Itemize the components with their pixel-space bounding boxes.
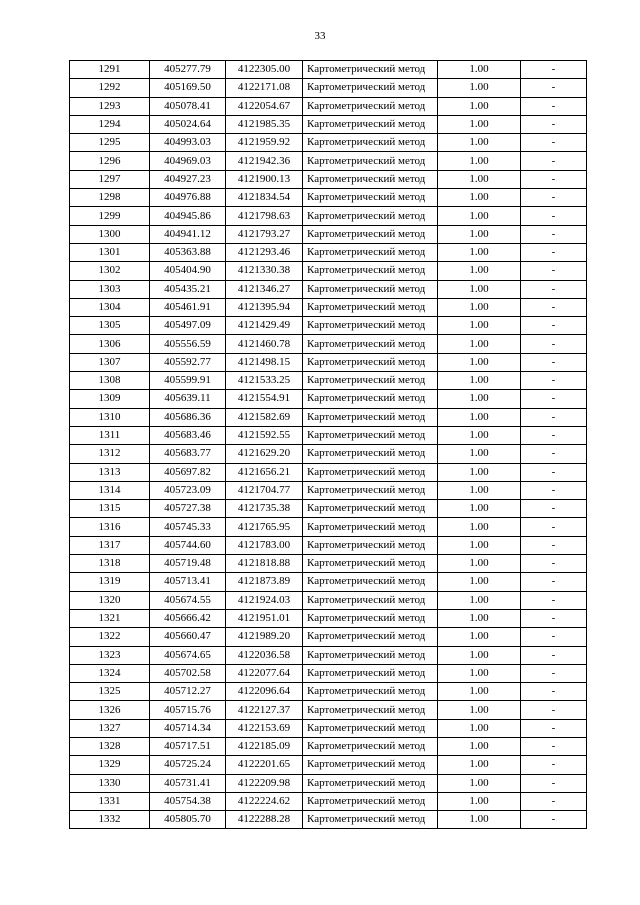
method-cell: Картометрический метод [303, 774, 438, 792]
x-coordinate-cell: 405277.79 [150, 61, 226, 79]
point-number-cell: 1328 [70, 737, 150, 755]
y-coordinate-cell: 4121985.35 [226, 115, 303, 133]
table-row [70, 262, 587, 280]
point-number-cell: 1311 [70, 426, 150, 444]
accuracy-cell: 1.00 [438, 555, 521, 573]
table-row [70, 591, 587, 609]
table-row [70, 628, 587, 646]
table-row [70, 115, 587, 133]
accuracy-cell: 1.00 [438, 646, 521, 664]
note-cell: - [521, 390, 587, 408]
point-number-cell: 1310 [70, 408, 150, 426]
y-coordinate-cell: 4121460.78 [226, 335, 303, 353]
method-cell: Картометрический метод [303, 280, 438, 298]
y-coordinate-cell: 4121900.13 [226, 170, 303, 188]
accuracy-cell: 1.00 [438, 152, 521, 170]
x-coordinate-cell: 405715.76 [150, 701, 226, 719]
y-coordinate-cell: 4121942.36 [226, 152, 303, 170]
point-number-cell: 1293 [70, 97, 150, 115]
method-cell: Картометрический метод [303, 628, 438, 646]
y-coordinate-cell: 4122224.62 [226, 792, 303, 810]
accuracy-cell: 1.00 [438, 701, 521, 719]
x-coordinate-cell: 405404.90 [150, 262, 226, 280]
accuracy-cell: 1.00 [438, 298, 521, 316]
note-cell: - [521, 628, 587, 646]
method-cell: Картометрический метод [303, 701, 438, 719]
y-coordinate-cell: 4121429.49 [226, 317, 303, 335]
method-cell: Картометрический метод [303, 225, 438, 243]
point-number-cell: 1292 [70, 79, 150, 97]
x-coordinate-cell: 405666.42 [150, 609, 226, 627]
table-row [70, 701, 587, 719]
accuracy-cell: 1.00 [438, 591, 521, 609]
table-row [70, 79, 587, 97]
table-row [70, 664, 587, 682]
table-row [70, 390, 587, 408]
x-coordinate-cell: 405702.58 [150, 664, 226, 682]
note-cell: - [521, 243, 587, 261]
method-cell: Картометрический метод [303, 335, 438, 353]
x-coordinate-cell: 405599.91 [150, 372, 226, 390]
table-row [70, 353, 587, 371]
accuracy-cell: 1.00 [438, 79, 521, 97]
method-cell: Картометрический метод [303, 97, 438, 115]
method-cell: Картометрический метод [303, 262, 438, 280]
note-cell: - [521, 408, 587, 426]
x-coordinate-cell: 404941.12 [150, 225, 226, 243]
table-row [70, 298, 587, 316]
y-coordinate-cell: 4121951.01 [226, 609, 303, 627]
note-cell: - [521, 555, 587, 573]
x-coordinate-cell: 405712.27 [150, 683, 226, 701]
y-coordinate-cell: 4122054.67 [226, 97, 303, 115]
accuracy-cell: 1.00 [438, 481, 521, 499]
point-number-cell: 1299 [70, 207, 150, 225]
accuracy-cell: 1.00 [438, 280, 521, 298]
point-number-cell: 1314 [70, 481, 150, 499]
x-coordinate-cell: 404993.03 [150, 134, 226, 152]
x-coordinate-cell: 405078.41 [150, 97, 226, 115]
x-coordinate-cell: 404945.86 [150, 207, 226, 225]
method-cell: Картометрический метод [303, 811, 438, 829]
page-number: 33 [314, 30, 326, 42]
method-cell: Картометрический метод [303, 61, 438, 79]
table-row [70, 225, 587, 243]
y-coordinate-cell: 4121293.46 [226, 243, 303, 261]
x-coordinate-cell: 405725.24 [150, 756, 226, 774]
method-cell: Картометрический метод [303, 792, 438, 810]
note-cell: - [521, 262, 587, 280]
y-coordinate-cell: 4121818.88 [226, 555, 303, 573]
accuracy-cell: 1.00 [438, 719, 521, 737]
x-coordinate-cell: 405639.11 [150, 390, 226, 408]
table-row [70, 737, 587, 755]
table-row [70, 207, 587, 225]
note-cell: - [521, 79, 587, 97]
method-cell: Картометрический метод [303, 555, 438, 573]
method-cell: Картометрический метод [303, 445, 438, 463]
point-number-cell: 1309 [70, 390, 150, 408]
y-coordinate-cell: 4121989.20 [226, 628, 303, 646]
y-coordinate-cell: 4122036.58 [226, 646, 303, 664]
y-coordinate-cell: 4122185.09 [226, 737, 303, 755]
point-number-cell: 1323 [70, 646, 150, 664]
y-coordinate-cell: 4121656.21 [226, 463, 303, 481]
point-number-cell: 1306 [70, 335, 150, 353]
table-row [70, 481, 587, 499]
accuracy-cell: 1.00 [438, 115, 521, 133]
accuracy-cell: 1.00 [438, 683, 521, 701]
note-cell: - [521, 792, 587, 810]
note-cell: - [521, 756, 587, 774]
accuracy-cell: 1.00 [438, 243, 521, 261]
method-cell: Картометрический метод [303, 756, 438, 774]
x-coordinate-cell: 405674.65 [150, 646, 226, 664]
y-coordinate-cell: 4121346.27 [226, 280, 303, 298]
y-coordinate-cell: 4121924.03 [226, 591, 303, 609]
table-row [70, 189, 587, 207]
note-cell: - [521, 683, 587, 701]
method-cell: Картометрический метод [303, 390, 438, 408]
point-number-cell: 1315 [70, 500, 150, 518]
method-cell: Картометрический метод [303, 317, 438, 335]
note-cell: - [521, 115, 587, 133]
method-cell: Картометрический метод [303, 426, 438, 444]
point-number-cell: 1303 [70, 280, 150, 298]
point-number-cell: 1319 [70, 573, 150, 591]
y-coordinate-cell: 4121704.77 [226, 481, 303, 499]
method-cell: Картометрический метод [303, 664, 438, 682]
accuracy-cell: 1.00 [438, 445, 521, 463]
note-cell: - [521, 317, 587, 335]
x-coordinate-cell: 404927.23 [150, 170, 226, 188]
y-coordinate-cell: 4121798.63 [226, 207, 303, 225]
table-row [70, 811, 587, 829]
x-coordinate-cell: 405727.38 [150, 500, 226, 518]
y-coordinate-cell: 4122153.69 [226, 719, 303, 737]
accuracy-cell: 1.00 [438, 317, 521, 335]
method-cell: Картометрический метод [303, 463, 438, 481]
table-row [70, 646, 587, 664]
y-coordinate-cell: 4121765.95 [226, 518, 303, 536]
note-cell: - [521, 664, 587, 682]
point-number-cell: 1316 [70, 518, 150, 536]
method-cell: Картометрический метод [303, 481, 438, 499]
note-cell: - [521, 518, 587, 536]
accuracy-cell: 1.00 [438, 774, 521, 792]
note-cell: - [521, 737, 587, 755]
note-cell: - [521, 225, 587, 243]
point-number-cell: 1302 [70, 262, 150, 280]
method-cell: Картометрический метод [303, 737, 438, 755]
method-cell: Картометрический метод [303, 536, 438, 554]
point-number-cell: 1304 [70, 298, 150, 316]
accuracy-cell: 1.00 [438, 97, 521, 115]
table-row [70, 134, 587, 152]
note-cell: - [521, 481, 587, 499]
table-row [70, 573, 587, 591]
coordinates-table-body [70, 61, 587, 829]
table-row [70, 500, 587, 518]
method-cell: Картометрический метод [303, 518, 438, 536]
accuracy-cell: 1.00 [438, 335, 521, 353]
point-number-cell: 1326 [70, 701, 150, 719]
point-number-cell: 1307 [70, 353, 150, 371]
method-cell: Картометрический метод [303, 719, 438, 737]
point-number-cell: 1331 [70, 792, 150, 810]
point-number-cell: 1305 [70, 317, 150, 335]
accuracy-cell: 1.00 [438, 372, 521, 390]
note-cell: - [521, 97, 587, 115]
y-coordinate-cell: 4122077.64 [226, 664, 303, 682]
x-coordinate-cell: 405683.77 [150, 445, 226, 463]
x-coordinate-cell: 405714.34 [150, 719, 226, 737]
method-cell: Картометрический метод [303, 573, 438, 591]
point-number-cell: 1313 [70, 463, 150, 481]
note-cell: - [521, 463, 587, 481]
point-number-cell: 1300 [70, 225, 150, 243]
x-coordinate-cell: 405717.51 [150, 737, 226, 755]
note-cell: - [521, 719, 587, 737]
method-cell: Картометрический метод [303, 189, 438, 207]
table-row [70, 317, 587, 335]
note-cell: - [521, 335, 587, 353]
y-coordinate-cell: 4121873.89 [226, 573, 303, 591]
accuracy-cell: 1.00 [438, 609, 521, 627]
method-cell: Картометрический метод [303, 207, 438, 225]
y-coordinate-cell: 4121592.55 [226, 426, 303, 444]
accuracy-cell: 1.00 [438, 426, 521, 444]
y-coordinate-cell: 4121834.54 [226, 189, 303, 207]
x-coordinate-cell: 405719.48 [150, 555, 226, 573]
note-cell: - [521, 189, 587, 207]
table-row [70, 97, 587, 115]
method-cell: Картометрический метод [303, 646, 438, 664]
point-number-cell: 1321 [70, 609, 150, 627]
table-row [70, 426, 587, 444]
point-number-cell: 1324 [70, 664, 150, 682]
x-coordinate-cell: 405024.64 [150, 115, 226, 133]
point-number-cell: 1295 [70, 134, 150, 152]
accuracy-cell: 1.00 [438, 811, 521, 829]
accuracy-cell: 1.00 [438, 664, 521, 682]
x-coordinate-cell: 405660.47 [150, 628, 226, 646]
table-row [70, 756, 587, 774]
accuracy-cell: 1.00 [438, 792, 521, 810]
x-coordinate-cell: 405461.91 [150, 298, 226, 316]
accuracy-cell: 1.00 [438, 463, 521, 481]
y-coordinate-cell: 4122305.00 [226, 61, 303, 79]
method-cell: Картометрический метод [303, 500, 438, 518]
table-row [70, 408, 587, 426]
x-coordinate-cell: 405713.41 [150, 573, 226, 591]
y-coordinate-cell: 4122127.37 [226, 701, 303, 719]
note-cell: - [521, 500, 587, 518]
method-cell: Картометрический метод [303, 408, 438, 426]
method-cell: Картометрический метод [303, 683, 438, 701]
y-coordinate-cell: 4121959.92 [226, 134, 303, 152]
note-cell: - [521, 426, 587, 444]
x-coordinate-cell: 405674.55 [150, 591, 226, 609]
y-coordinate-cell: 4121554.91 [226, 390, 303, 408]
accuracy-cell: 1.00 [438, 390, 521, 408]
x-coordinate-cell: 404969.03 [150, 152, 226, 170]
x-coordinate-cell: 405497.09 [150, 317, 226, 335]
x-coordinate-cell: 405556.59 [150, 335, 226, 353]
x-coordinate-cell: 405744.60 [150, 536, 226, 554]
coordinates-table [69, 60, 587, 829]
point-number-cell: 1330 [70, 774, 150, 792]
table-row [70, 536, 587, 554]
accuracy-cell: 1.00 [438, 61, 521, 79]
table-row [70, 372, 587, 390]
note-cell: - [521, 353, 587, 371]
note-cell: - [521, 591, 587, 609]
table-row [70, 555, 587, 573]
method-cell: Картометрический метод [303, 152, 438, 170]
point-number-cell: 1298 [70, 189, 150, 207]
table-row [70, 61, 587, 79]
method-cell: Картометрический метод [303, 298, 438, 316]
method-cell: Картометрический метод [303, 591, 438, 609]
table-row [70, 719, 587, 737]
accuracy-cell: 1.00 [438, 737, 521, 755]
table-row [70, 683, 587, 701]
y-coordinate-cell: 4121533.25 [226, 372, 303, 390]
note-cell: - [521, 298, 587, 316]
accuracy-cell: 1.00 [438, 536, 521, 554]
table-row [70, 280, 587, 298]
x-coordinate-cell: 405723.09 [150, 481, 226, 499]
table-row [70, 243, 587, 261]
x-coordinate-cell: 405169.50 [150, 79, 226, 97]
accuracy-cell: 1.00 [438, 207, 521, 225]
table-row [70, 792, 587, 810]
method-cell: Картометрический метод [303, 134, 438, 152]
x-coordinate-cell: 405435.21 [150, 280, 226, 298]
note-cell: - [521, 152, 587, 170]
accuracy-cell: 1.00 [438, 408, 521, 426]
accuracy-cell: 1.00 [438, 500, 521, 518]
table-row [70, 170, 587, 188]
y-coordinate-cell: 4121395.94 [226, 298, 303, 316]
method-cell: Картометрический метод [303, 79, 438, 97]
method-cell: Картометрический метод [303, 372, 438, 390]
y-coordinate-cell: 4122171.08 [226, 79, 303, 97]
y-coordinate-cell: 4122096.64 [226, 683, 303, 701]
note-cell: - [521, 701, 587, 719]
x-coordinate-cell: 405754.38 [150, 792, 226, 810]
point-number-cell: 1322 [70, 628, 150, 646]
y-coordinate-cell: 4122288.28 [226, 811, 303, 829]
note-cell: - [521, 609, 587, 627]
x-coordinate-cell: 405805.70 [150, 811, 226, 829]
method-cell: Картометрический метод [303, 115, 438, 133]
note-cell: - [521, 280, 587, 298]
point-number-cell: 1318 [70, 555, 150, 573]
y-coordinate-cell: 4121783.00 [226, 536, 303, 554]
note-cell: - [521, 774, 587, 792]
table-row [70, 518, 587, 536]
table-row [70, 445, 587, 463]
accuracy-cell: 1.00 [438, 628, 521, 646]
x-coordinate-cell: 405363.88 [150, 243, 226, 261]
point-number-cell: 1320 [70, 591, 150, 609]
point-number-cell: 1294 [70, 115, 150, 133]
y-coordinate-cell: 4121330.38 [226, 262, 303, 280]
accuracy-cell: 1.00 [438, 573, 521, 591]
accuracy-cell: 1.00 [438, 170, 521, 188]
point-number-cell: 1301 [70, 243, 150, 261]
method-cell: Картометрический метод [303, 353, 438, 371]
x-coordinate-cell: 405731.41 [150, 774, 226, 792]
point-number-cell: 1291 [70, 61, 150, 79]
point-number-cell: 1332 [70, 811, 150, 829]
note-cell: - [521, 646, 587, 664]
point-number-cell: 1325 [70, 683, 150, 701]
point-number-cell: 1308 [70, 372, 150, 390]
point-number-cell: 1327 [70, 719, 150, 737]
note-cell: - [521, 536, 587, 554]
method-cell: Картометрический метод [303, 170, 438, 188]
table-row [70, 774, 587, 792]
method-cell: Картометрический метод [303, 609, 438, 627]
accuracy-cell: 1.00 [438, 225, 521, 243]
accuracy-cell: 1.00 [438, 518, 521, 536]
note-cell: - [521, 811, 587, 829]
x-coordinate-cell: 405745.33 [150, 518, 226, 536]
x-coordinate-cell: 405683.46 [150, 426, 226, 444]
accuracy-cell: 1.00 [438, 134, 521, 152]
y-coordinate-cell: 4121498.15 [226, 353, 303, 371]
note-cell: - [521, 573, 587, 591]
x-coordinate-cell: 404976.88 [150, 189, 226, 207]
y-coordinate-cell: 4121793.27 [226, 225, 303, 243]
table-row [70, 335, 587, 353]
y-coordinate-cell: 4121582.69 [226, 408, 303, 426]
x-coordinate-cell: 405697.82 [150, 463, 226, 481]
x-coordinate-cell: 405686.36 [150, 408, 226, 426]
point-number-cell: 1312 [70, 445, 150, 463]
y-coordinate-cell: 4121735.38 [226, 500, 303, 518]
point-number-cell: 1329 [70, 756, 150, 774]
point-number-cell: 1297 [70, 170, 150, 188]
note-cell: - [521, 61, 587, 79]
method-cell: Картометрический метод [303, 243, 438, 261]
x-coordinate-cell: 405592.77 [150, 353, 226, 371]
point-number-cell: 1317 [70, 536, 150, 554]
note-cell: - [521, 170, 587, 188]
accuracy-cell: 1.00 [438, 756, 521, 774]
y-coordinate-cell: 4122201.65 [226, 756, 303, 774]
accuracy-cell: 1.00 [438, 262, 521, 280]
table-row [70, 152, 587, 170]
accuracy-cell: 1.00 [438, 189, 521, 207]
note-cell: - [521, 207, 587, 225]
y-coordinate-cell: 4122209.98 [226, 774, 303, 792]
note-cell: - [521, 445, 587, 463]
table-row [70, 609, 587, 627]
note-cell: - [521, 134, 587, 152]
point-number-cell: 1296 [70, 152, 150, 170]
y-coordinate-cell: 4121629.20 [226, 445, 303, 463]
accuracy-cell: 1.00 [438, 353, 521, 371]
table-row [70, 463, 587, 481]
note-cell: - [521, 372, 587, 390]
